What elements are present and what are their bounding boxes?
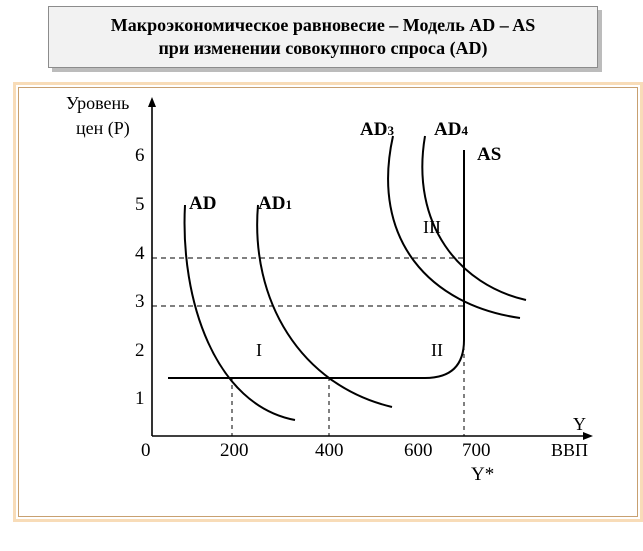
x-tick-origin: 0: [141, 440, 151, 461]
x-tick-600: 600: [404, 440, 433, 461]
x-tick-700: 700: [462, 440, 491, 461]
x-axis-title-line1: Y: [573, 414, 586, 434]
ad4-label: AD4: [434, 119, 468, 140]
ad1-label: AD1: [258, 193, 292, 214]
ad-label: AD: [189, 193, 217, 214]
y-axis-title-line2: цен (P): [76, 118, 130, 138]
y-axis-title-line1: Уровень: [66, 93, 130, 113]
y-tick-5: 5: [135, 194, 145, 215]
as-curve: [168, 150, 464, 378]
title-line-1: Макроэкономическое равновесие – Модель AD – AS: [110, 15, 536, 35]
region-1-label: I: [256, 340, 262, 360]
region-3-label: III: [423, 217, 441, 237]
y-star-label: Y*: [471, 464, 495, 485]
y-tick-4: 4: [135, 243, 145, 264]
ad3-label: AD3: [360, 119, 394, 140]
ad-curve: [185, 205, 295, 420]
title-line-2: при изменении совокупного спроса (AD): [158, 38, 488, 58]
y-tick-2: 2: [135, 340, 145, 361]
y-tick-3: 3: [135, 291, 145, 312]
x-axis-title-line2: ВВП: [551, 440, 589, 460]
y-tick-6: 6: [135, 145, 145, 166]
x-tick-200: 200: [220, 440, 249, 461]
as-label: AS: [477, 144, 502, 165]
region-2-label: II: [431, 340, 443, 360]
y-tick-1: 1: [135, 388, 145, 409]
x-tick-400: 400: [315, 440, 344, 461]
